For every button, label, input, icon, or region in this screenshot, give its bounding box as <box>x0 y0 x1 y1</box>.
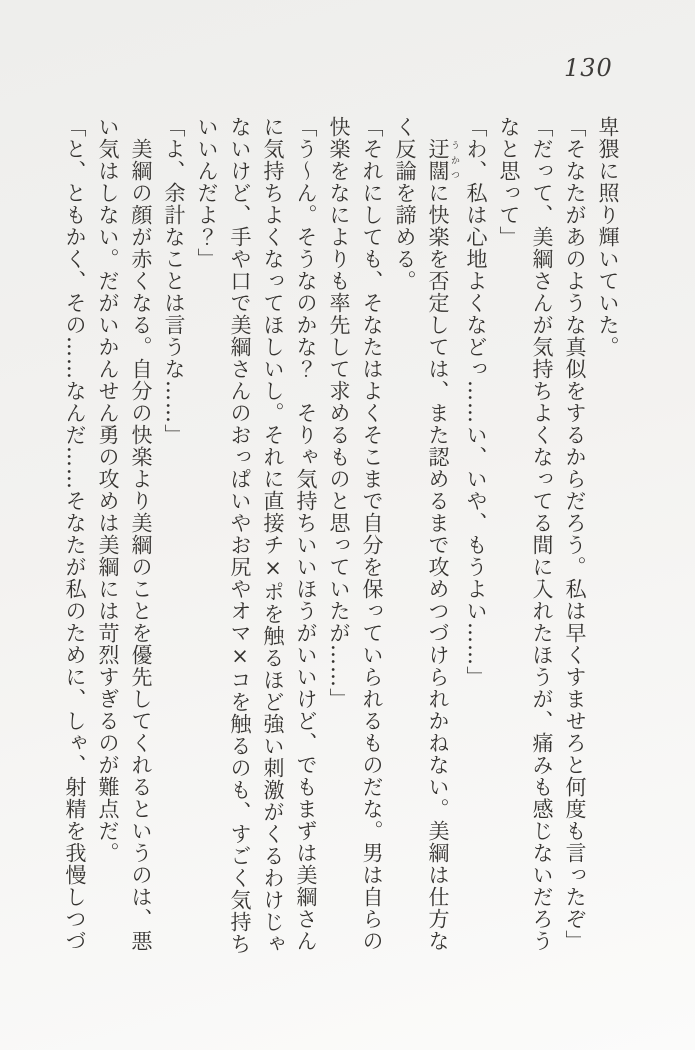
paragraph: 「わ、私は心地よくなどっ……い、いや、もうよい……」 <box>464 116 488 688</box>
paragraph: 卑猥に照り輝いていた。 <box>596 116 620 358</box>
paragraph: 「う～ん。そうなのかな？ そりゃ気持ちいいほうがいいけど、でもまずは美綱さんに気持ちよくなってほしいし。それに直接チ×ポを触るほど強い刺激がくるわけじゃないけど、手や口で美綱さんのおっぱいやお尻やオマ×コを触るのも、すごく気持ちいいんだよ？」 <box>195 116 318 955</box>
paragraph: 迂闊 うかつに快楽を否定しては、また認めるまで攻めつづけられかねない。美綱は仕方なく反論を諦める。 <box>393 116 459 952</box>
paragraph: 「そなたがあのような真似をするからだろう。私は早くすませろと何度も言ったぞ」 <box>563 116 587 952</box>
paragraph: 「だって、美綱さんが気持ちよくなってる間に入れたほうが、痛みも感じないだろうなと思って」 <box>497 116 554 952</box>
ruby-annotation: 迂闊 うかつ <box>426 138 459 182</box>
paragraph: 「それにしても、そなたはよくそこまで自分を保っていられるものだな。男は自らの快楽をなによりも率先して求めるものと思っていたが……」 <box>327 116 384 952</box>
page-number: 130 <box>564 54 613 82</box>
paragraph: 美綱の顔が赤くなる。自分の快楽より美綱のことを優先してくれるというのは、悪い気はしない。だがいかんせん勇の攻めは美綱には苛烈すぎるのが難点だ。 <box>96 116 153 952</box>
paragraph: 「よ、余計なことは言うな……」 <box>162 116 186 446</box>
paragraph: 「と、ともかく、その……なんだ……そなたが私のために、しゃ、射精を我慢しつづ <box>63 116 87 952</box>
vertical-text-block <box>62 116 624 960</box>
